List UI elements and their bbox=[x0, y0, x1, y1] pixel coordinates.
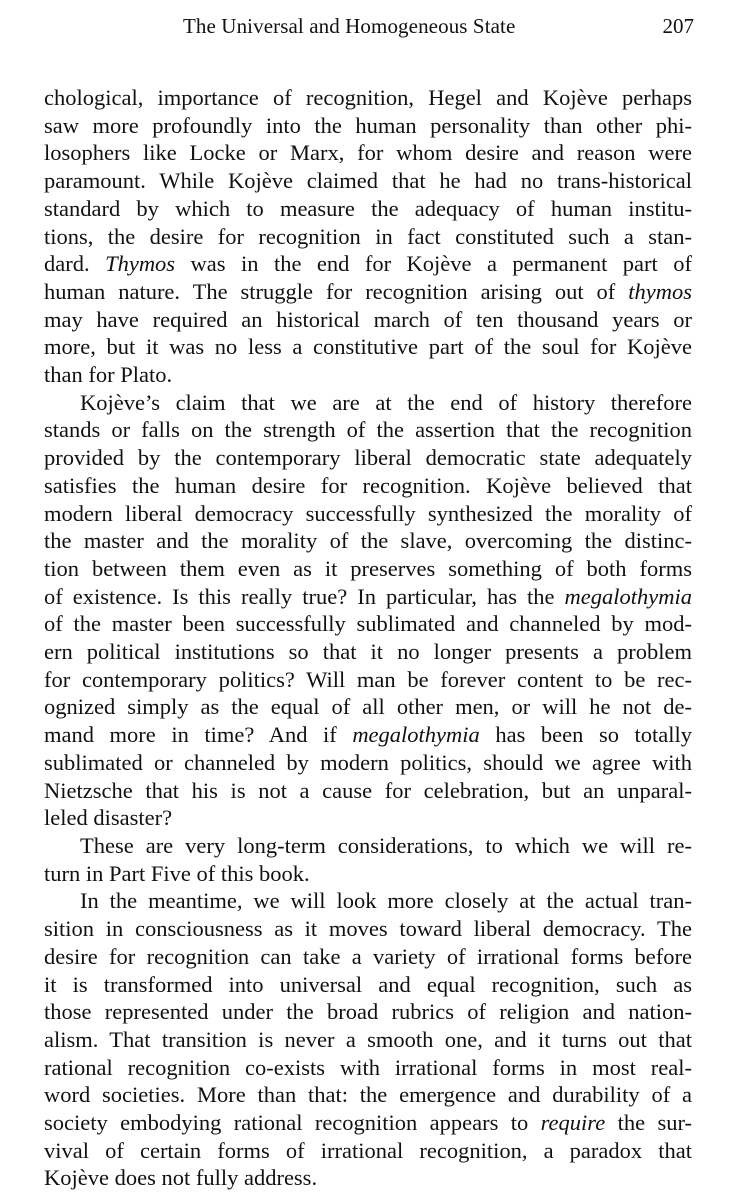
text-line bbox=[44, 1137, 692, 1165]
paragraph bbox=[44, 84, 692, 389]
running-header bbox=[183, 14, 694, 44]
text-run: Kojève’s claim that we are at the end of history therefore bbox=[80, 389, 692, 415]
italic-term: megalothymia bbox=[564, 583, 692, 609]
text-run: has been so totally bbox=[479, 722, 692, 748]
text-line bbox=[44, 887, 692, 915]
text-run: Kojève does not fully address. bbox=[44, 1165, 318, 1191]
text-line bbox=[44, 638, 692, 666]
page-number: 207 bbox=[662, 14, 694, 38]
text-run: losophers like Locke or Marx, for whom desire and reason were bbox=[44, 140, 692, 166]
text-line bbox=[44, 1164, 692, 1192]
text-run: These are very long-term considerations, to which we will re- bbox=[80, 832, 692, 858]
text-line bbox=[44, 500, 692, 528]
text-run: Nietzsche that his is not a cause for celebration, but an unparal- bbox=[44, 777, 692, 803]
text-run: paramount. While Kojève claimed that he had no trans-historical bbox=[44, 168, 692, 194]
text-line bbox=[44, 278, 692, 306]
text-run: society embodying rational recognition appears to bbox=[44, 1110, 541, 1136]
text-run: provided by the contemporary liberal democratic state adequately bbox=[44, 445, 692, 471]
text-line bbox=[44, 167, 692, 195]
text-run: turn in Part Five of this book. bbox=[44, 860, 310, 886]
text-line bbox=[44, 943, 692, 971]
paragraph bbox=[44, 832, 692, 887]
text-line bbox=[44, 915, 692, 943]
body-text bbox=[44, 84, 692, 1192]
text-run: it is transformed into universal and equal recognition, such as bbox=[44, 971, 692, 997]
text-run: the sur- bbox=[605, 1110, 693, 1136]
text-run: ognized simply as the equal of all other men, or will he not de- bbox=[44, 694, 692, 720]
text-line bbox=[44, 1109, 692, 1137]
text-run: vival of certain forms of irrational recognition, a paradox that bbox=[44, 1137, 692, 1163]
text-line bbox=[44, 472, 692, 500]
text-run: stands or falls on the strength of the assertion that the recognition bbox=[44, 417, 692, 443]
text-run: tions, the desire for recognition in fact constituted such a stan- bbox=[44, 223, 692, 249]
text-run: chological, importance of recognition, Hegel and Kojève perhaps bbox=[44, 85, 692, 110]
text-run: the master and the morality of the slave, overcoming the distinc- bbox=[44, 528, 692, 554]
text-line bbox=[44, 555, 692, 583]
text-run: modern liberal democracy successfully synthesized the morality of bbox=[44, 500, 692, 526]
text-line bbox=[44, 721, 692, 749]
text-run: tion between them even as it preserves something of both forms bbox=[44, 555, 692, 581]
text-line bbox=[44, 832, 692, 860]
text-line bbox=[44, 1026, 692, 1054]
text-run: In the meantime, we will look more closely at the actual tran- bbox=[80, 888, 692, 914]
text-run: rational recognition co-exists with irrational forms in most real- bbox=[44, 1054, 692, 1080]
text-run: dard. bbox=[44, 251, 106, 277]
paragraph bbox=[44, 389, 692, 832]
text-line bbox=[44, 416, 692, 444]
text-line bbox=[44, 693, 692, 721]
italic-term: Thymos bbox=[105, 251, 176, 277]
text-run: leled disaster? bbox=[44, 805, 173, 831]
text-line bbox=[44, 527, 692, 555]
text-run: may have required an historical march of ten thousand years or bbox=[44, 306, 692, 332]
text-line bbox=[44, 666, 692, 694]
text-run: human nature. The struggle for recognition arising out of bbox=[44, 278, 629, 304]
text-line bbox=[44, 860, 692, 888]
text-line bbox=[44, 444, 692, 472]
text-line bbox=[44, 112, 692, 140]
text-run: of existence. Is this really true? In particular, has the bbox=[44, 583, 565, 609]
text-line bbox=[44, 84, 692, 112]
paragraph bbox=[44, 887, 692, 1192]
text-line bbox=[44, 777, 692, 805]
text-line bbox=[44, 250, 692, 278]
text-run: was in the end for Kojève a permanent part of bbox=[175, 251, 692, 277]
text-line bbox=[44, 998, 692, 1026]
text-run: word societies. More than that: the emergence and durability of a bbox=[44, 1082, 692, 1108]
text-run: mand more in time? And if bbox=[44, 722, 353, 748]
text-line bbox=[44, 389, 692, 417]
text-run: sition in consciousness as it moves toward liberal democracy. The bbox=[44, 916, 692, 942]
italic-term: megalothymia bbox=[352, 722, 480, 748]
text-line bbox=[44, 223, 692, 251]
text-line bbox=[44, 971, 692, 999]
text-line bbox=[44, 583, 692, 611]
text-line bbox=[44, 749, 692, 777]
text-line bbox=[44, 1081, 692, 1109]
text-run: those represented under the broad rubrics of religion and nation- bbox=[44, 999, 692, 1025]
text-run: more, but it was no less a constitutive part of the soul for Kojève bbox=[44, 334, 692, 360]
text-line bbox=[44, 333, 692, 361]
text-line bbox=[44, 804, 692, 832]
text-run: of the master been successfully sublimated and channeled by mod- bbox=[44, 611, 692, 637]
text-run: ern political institutions so that it no longer presents a problem bbox=[44, 639, 692, 665]
text-line bbox=[44, 139, 692, 167]
text-run: alism. That transition is never a smooth one, and it turns out that bbox=[44, 1026, 692, 1052]
text-run: than for Plato. bbox=[44, 362, 173, 388]
text-line bbox=[44, 306, 692, 334]
text-line bbox=[44, 361, 692, 389]
text-run: for contemporary politics? Will man be forever content to be rec- bbox=[44, 666, 692, 692]
italic-term: require bbox=[540, 1110, 606, 1136]
running-title: The Universal and Homogeneous State bbox=[183, 14, 516, 38]
text-run: satisfies the human desire for recognition. Kojève believed that bbox=[44, 472, 692, 498]
text-run: sublimated or channeled by modern politics, should we agree with bbox=[44, 749, 692, 775]
text-line bbox=[44, 610, 692, 638]
text-line bbox=[44, 1054, 692, 1082]
text-run: standard by which to measure the adequacy of human institu- bbox=[44, 195, 692, 221]
text-run: saw more profoundly into the human personality than other phi- bbox=[44, 112, 692, 138]
text-run: desire for recognition can take a variety of irrational forms before bbox=[44, 943, 692, 969]
italic-term: thymos bbox=[628, 278, 692, 304]
text-line bbox=[44, 195, 692, 223]
